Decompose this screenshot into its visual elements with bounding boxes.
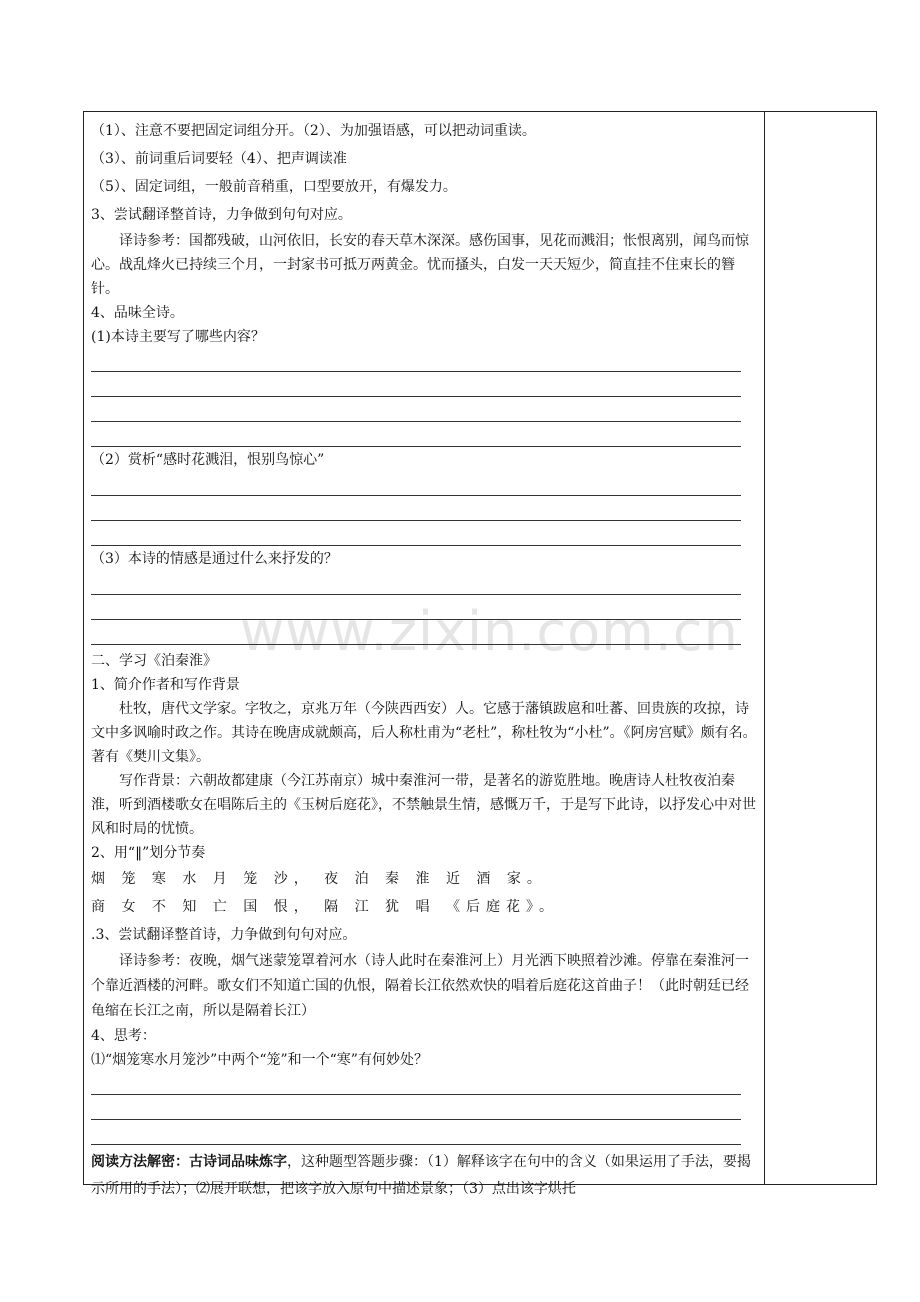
column-divider [764, 111, 765, 1185]
reading-tip-1: （1）、注意不要把固定词组分开。（2）、为加强语感，可以把动词重读。 [91, 123, 536, 139]
poem-line-2: 商 女 不 知 亡 国 恨， 隔 江 犹 唱 《后庭花》。 [91, 899, 559, 915]
section-2-question-1: ⑴“烟笼寒水月笼沙”中两个“笼”和一个“寒”有何妙处？ [91, 1052, 428, 1068]
reading-method-tip [91, 1149, 757, 1203]
section-2-title: 二、学习《泊秦淮》 [91, 653, 217, 669]
question-2: （2）赏析“感时花溅泪，恨别鸟惊心” [91, 452, 325, 468]
answer-line[interactable] [91, 473, 741, 496]
answer-line[interactable] [91, 1120, 741, 1145]
question-3: （3）本诗的情感是通过什么来抒发的？ [91, 551, 338, 567]
reading-tip-2: （3）、前词重后词要轻（4）、把声调读准 [91, 151, 347, 167]
section-2-item-3-title: .3、尝试翻译整首诗，力争做到句句对应。 [91, 927, 357, 943]
answer-line[interactable] [91, 349, 741, 372]
writing-background: 写作背景：六朝故都建康（今江苏南京）城中秦淮河一带，是著名的游览胜地。晚唐诗人杜牧夜泊秦淮，听到酒楼歌女在唱陈后主的《玉树后庭花》，不禁触景生情，感慨万千，于是写下此诗，以抒发心中对世风和时局的忧愤。 [91, 773, 756, 837]
item-3-title: 3、尝试翻译整首诗，力争做到句句对应。 [91, 207, 352, 223]
answer-line[interactable] [91, 397, 741, 422]
answer-line[interactable] [91, 572, 741, 595]
answer-line[interactable] [91, 595, 741, 620]
section-2-item-4-title: 4、思考： [91, 1028, 156, 1044]
section-2-item-1-title: 1、简介作者和写作背景 [91, 677, 240, 693]
answer-line[interactable] [91, 496, 741, 521]
answer-line[interactable] [91, 620, 741, 645]
question-1: (1)本诗主要写了哪些内容？ [91, 329, 265, 345]
translation-boqinhuai: 译诗参考：夜晚，烟气迷蒙笼罩着河水（诗人此时在秦淮河上）月光洒下映照着沙滩。停靠在秦淮河一个靠近酒楼的河畔。歌女们不知道亡国的仇恨，隔着长江依然欢快的唱着后庭花这首曲子！（此时朝廷已经龟缩在长江之南，所以是隔着长江） [91, 953, 749, 1019]
answer-line[interactable] [91, 422, 741, 447]
answer-line[interactable] [91, 372, 741, 397]
reading-method-label: 阅读方法解密：古诗词品味炼字 [91, 1154, 287, 1170]
translation-chunwang: 译诗参考：国都残破，山河依旧，长安的春天草木深深。感伤国事，见花而溅泪；怅恨离别，闻鸟而惊心。战乱烽火已持续三个月，一封家书可抵万两黄金。忧而搔头，白发一天天短少，简直挂不住束长的簪针。 [91, 233, 749, 297]
poem-line-1: 烟 笼 寒 水 月 笼 沙， 夜 泊 秦 淮 近 酒 家。 [91, 871, 547, 887]
reading-method-text: ，这种题型答题步骤：（1）解释该字在句中的含义（如果运用了手法，要揭示所用的手法）；⑵展开联想，把该字放入原句中描述景象；（3）点出该字烘托 [91, 1154, 751, 1197]
main-content [91, 117, 757, 1203]
answer-line[interactable] [91, 1095, 741, 1120]
author-intro: 杜牧，唐代文学家。字牧之，京兆万年（今陕西西安）人。它感于藩镇跋扈和吐蕃、回贵族的攻掠，诗文中多讽喻时政之作。其诗在晚唐成就颇高，后人称杜甫为“老杜”，称杜牧为“小杜”。《阿房宫赋》颇有名。著有《樊川文集》。 [91, 701, 757, 765]
answer-line[interactable] [91, 1072, 741, 1095]
item-4-title: 4、品味全诗。 [91, 305, 184, 321]
section-2-item-2-title: 2、用“‖”划分节奏 [91, 845, 206, 861]
answer-line[interactable] [91, 521, 741, 546]
watermark: www.zixin.com.cn [240, 600, 739, 663]
reading-tip-3: （5）、固定词组，一般前音稍重，口型要放开，有爆发力。 [91, 179, 457, 195]
